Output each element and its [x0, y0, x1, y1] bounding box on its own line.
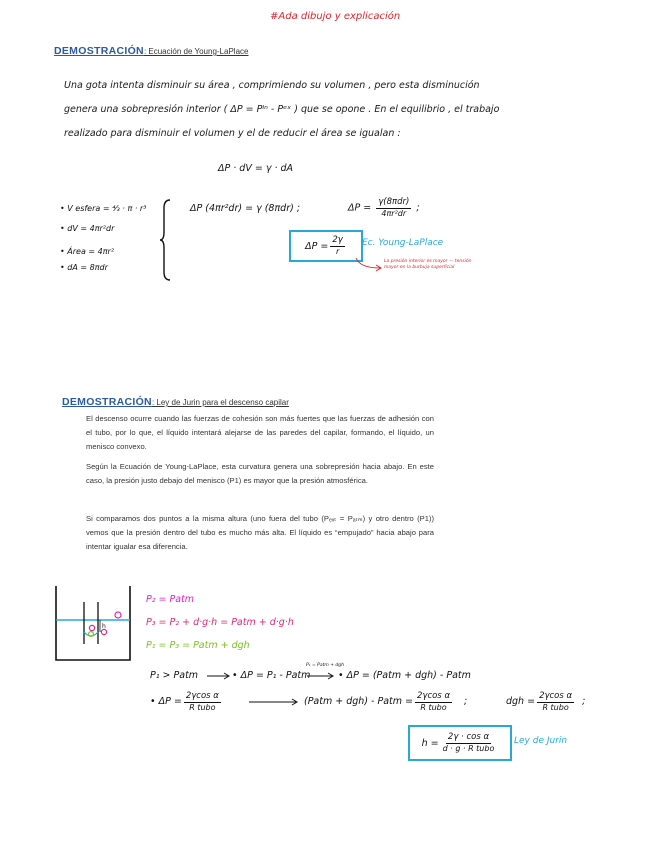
section2-heading [62, 396, 289, 408]
eq-p1: P₁ = P₃ = Patm + dgh [146, 640, 250, 651]
paragraph-2: Según la Ecuación de Young-LaPlace, esta curvatura genera una sobrepresión hacia abajo. En este caso, la presión justo debajo del menisco (P1) es mayor que la presión atmosférica. [86, 462, 434, 485]
line5-numerator-3: 2γcos α [539, 691, 573, 701]
arrow-icon [206, 671, 232, 681]
final-denominator: d · g · R tubo [442, 743, 495, 753]
section1-label: DEMOSTRACIÓN [54, 45, 144, 57]
final-fraction [441, 733, 497, 753]
paragraph-1: El descenso ocurre cuando las fuerzas de cohesión son más fuertes que las fuerzas de adhesión con el tubo, por lo que, el líquido intentará alejarse de las paredes del capilar, formando, el líquido, un menisco convexo. [86, 414, 434, 451]
line4-b: • ΔP = P₁ - Patm [232, 670, 311, 681]
eq-p2: P₂ = Patm [146, 594, 195, 605]
jurin-box [408, 725, 512, 761]
paragraph-3: Si comparamos dos puntos a la misma altura (uno fuera del tubo (Pₑₓₜ = Pₐₜₘ) y otro dentro (P1)) vemos que la presión dentro del tubo es mucho más alta. El líquido es “empujado” hacia abajo para intentar igualar esa diferencia. [86, 514, 434, 551]
hand-line-3: realizado para disminuir el volumen y el de reducir el área se igualan : [64, 128, 401, 139]
line4-note: P₁ = Patm + dgh [306, 663, 344, 668]
jurin-label: Ley de Jurin [514, 736, 568, 746]
line5-lhs: • ΔP = [150, 696, 182, 708]
def-volume: • V esfera = ⁴⁄₃ · π · r³ [60, 204, 147, 213]
arrow-icon-2 [306, 671, 336, 681]
line5-fraction-3 [537, 692, 574, 712]
final-numerator: 2γ · cos α [447, 732, 490, 743]
line4-a: P₁ > Patm [150, 670, 199, 681]
section1-heading [54, 45, 248, 57]
young-laplace-label: Ec. Young-LaPlace [362, 238, 444, 248]
line5-fraction-2 [415, 692, 452, 712]
equation-main: ΔP · dV = γ · dA [218, 163, 294, 174]
dp-numerator: γ(8πdr) [378, 197, 410, 207]
line5-lhs-group [150, 692, 223, 712]
line5-denominator: R tubo [189, 702, 216, 712]
dp-tail: ; [416, 202, 420, 214]
line5-mid-group [304, 692, 467, 712]
line5-mid: (Patm + dgh) - Patm = [304, 696, 413, 708]
line5-rhs: dgh = [506, 696, 536, 708]
long-arrow-icon [248, 697, 300, 707]
line5-numerator-2: 2γcos α [417, 691, 451, 701]
young-laplace-box [289, 230, 363, 262]
work-equation: ΔP (4πr²dr) = γ (8πdr) ; [190, 203, 301, 214]
def-dv: • dV = 4πr²dr [60, 224, 115, 233]
boxed-lhs: ΔP = [305, 240, 329, 252]
curly-brace [160, 198, 174, 282]
def-da: • dA = 8πdr [60, 263, 108, 272]
eq-p3: P₃ = P₂ + d·g·h = Patm + d·g·h [146, 617, 294, 628]
dp-fraction [376, 198, 411, 218]
def-area: • Área = 4πr² [60, 247, 115, 256]
line5-fraction [184, 692, 221, 712]
section2-subtitle: : Ley de Jurin para el descenso capilar [151, 398, 289, 407]
line4-c: • ΔP = (Patm + dgh) - Patm [338, 670, 471, 681]
line5-denominator-2: R tubo [420, 702, 447, 712]
line5-numerator: 2γcos α [185, 691, 219, 701]
dp-denominator: 4πr²dr [381, 208, 407, 218]
line5-end: ; [582, 696, 586, 708]
final-lhs: h = [421, 737, 439, 749]
red-arrow-icon [354, 256, 384, 272]
dp-label: ΔP = [348, 202, 372, 214]
line5-sep: ; [464, 696, 468, 708]
capillary-diagram [54, 584, 134, 664]
boxed-denominator: r [335, 246, 340, 256]
top-title: #Ada dibujo y explicación [270, 11, 401, 22]
line5-denominator-3: R tubo [542, 702, 569, 712]
section2-label: DEMOSTRACIÓN [62, 396, 152, 408]
dp-fraction-expression [348, 198, 420, 218]
hand-line-2: genera una sobrepresión interior ( ΔP = Pᴵⁿ - Pᵉˣ ) que se opone . En el equilibrio , el trabajo [64, 104, 500, 115]
h-label: h [102, 623, 106, 630]
hand-line-1: Una gota intenta disminuir su área , comprimiendo su volumen , pero esta disminución [64, 80, 480, 91]
boxed-numerator: 2γ [332, 235, 343, 246]
red-note: La presión interior es mayor — tensión mayor en la burbuja superficial [384, 259, 472, 270]
section1-subtitle: : Ecuación de Young-LaPlace [143, 47, 249, 56]
line5-rhs-group [506, 692, 585, 712]
boxed-fraction [330, 236, 344, 256]
